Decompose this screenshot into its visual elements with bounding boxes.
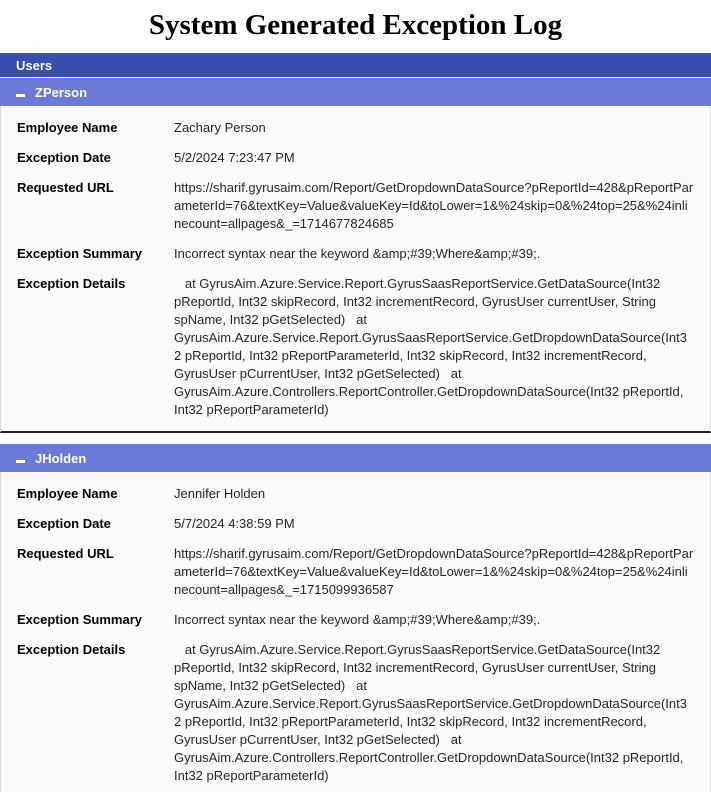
users-header-bar xyxy=(0,53,711,78)
requested-url-row xyxy=(17,545,694,599)
employee-name-value: Jennifer Holden xyxy=(174,486,266,501)
requested-url-label: Requested URL xyxy=(17,546,114,561)
section-header-jholden[interactable] xyxy=(0,444,711,472)
section-header-zperson[interactable] xyxy=(0,78,711,106)
page-title: System Generated Exception Log xyxy=(148,9,563,41)
exception-section-zperson xyxy=(0,78,711,433)
requested-url-value: https://sharif.gyrusaim.com/Report/GetDropdownDataSource?pReportId=428&pReportParameterId=76&textKey=Value&valueKey=Id&toLower=1&%24skip=0&%24top=25&%24inlinecount=allpages&_=1714677824685 xyxy=(174,180,694,231)
requested-url-label: Requested URL xyxy=(17,180,114,195)
exception-date-label: Exception Date xyxy=(17,516,111,531)
section-body-zperson xyxy=(0,106,711,433)
exception-date-value: 5/7/2024 4:38:59 PM xyxy=(174,516,295,531)
exception-details-label: Exception Details xyxy=(17,642,126,657)
employee-name-label: Employee Name xyxy=(17,120,118,135)
requested-url-value: https://sharif.gyrusaim.com/Report/GetDropdownDataSource?pReportId=428&pReportParameterId=76&textKey=Value&valueKey=Id&toLower=1&%24skip=0&%24top=25&%24inlinecount=allpages&_=1715099936587 xyxy=(174,546,694,597)
exception-summary-label: Exception Summary xyxy=(17,246,142,261)
employee-name-row xyxy=(17,119,694,137)
exception-summary-label: Exception Summary xyxy=(17,612,142,627)
employee-name-row xyxy=(17,485,694,503)
exception-summary-value: Incorrect syntax near the keyword &amp;#39;Where&amp;#39;. xyxy=(174,246,541,261)
section-gap xyxy=(0,433,711,444)
requested-url-row xyxy=(17,179,694,233)
exception-date-row xyxy=(17,149,694,167)
exception-summary-row xyxy=(17,611,694,629)
exception-section-jholden xyxy=(0,444,711,792)
exception-details-label: Exception Details xyxy=(17,276,126,291)
collapse-minus-icon[interactable] xyxy=(16,94,25,97)
exception-details-row xyxy=(17,275,694,419)
section-header-label: ZPerson xyxy=(35,84,88,100)
exception-summary-row xyxy=(17,245,694,263)
users-header-label: Users xyxy=(16,57,53,73)
section-body-jholden xyxy=(0,472,711,792)
exception-details-value: at GyrusAim.Azure.Service.Report.GyrusSaasReportService.GetDataSource(Int32 pReportId, Int32 skipRecord, Int32 incrementRecord, GyrusUser currentUser, String spName, Int32 pGetSelected) at GyrusAim.Azure.Service.Report.GyrusSaasReportService.GetDropdownDataSource(Int32 pReportId, Int32 pReportParameterId, Int32 skipRecord, Int32 incrementRecord, GyrusUser pCurrentUser, Int32 pGetSelected) at GyrusAim.Azure.Controllers.ReportController.GetDropdownDataSource(Int32 pReportId, Int32 pReportParameterId) xyxy=(174,276,688,417)
collapse-minus-icon[interactable] xyxy=(16,460,25,463)
exception-date-label: Exception Date xyxy=(17,150,111,165)
employee-name-value: Zachary Person xyxy=(174,120,266,135)
exception-details-value: at GyrusAim.Azure.Service.Report.GyrusSaasReportService.GetDataSource(Int32 pReportId, Int32 skipRecord, Int32 incrementRecord, GyrusUser currentUser, String spName, Int32 pGetSelected) at GyrusAim.Azure.Service.Report.GyrusSaasReportService.GetDropdownDataSource(Int32 pReportId, Int32 pReportParameterId, Int32 skipRecord, Int32 incrementRecord, GyrusUser pCurrentUser, Int32 pGetSelected) at GyrusAim.Azure.Controllers.ReportController.GetDropdownDataSource(Int32 pReportId, Int32 pReportParameterId) xyxy=(174,642,688,783)
employee-name-label: Employee Name xyxy=(17,486,118,501)
section-header-label: JHolden xyxy=(35,450,87,466)
exception-details-row xyxy=(17,641,694,785)
exception-summary-value: Incorrect syntax near the keyword &amp;#39;Where&amp;#39;. xyxy=(174,612,541,627)
exception-date-value: 5/2/2024 7:23:47 PM xyxy=(174,150,295,165)
exception-date-row xyxy=(17,515,694,533)
